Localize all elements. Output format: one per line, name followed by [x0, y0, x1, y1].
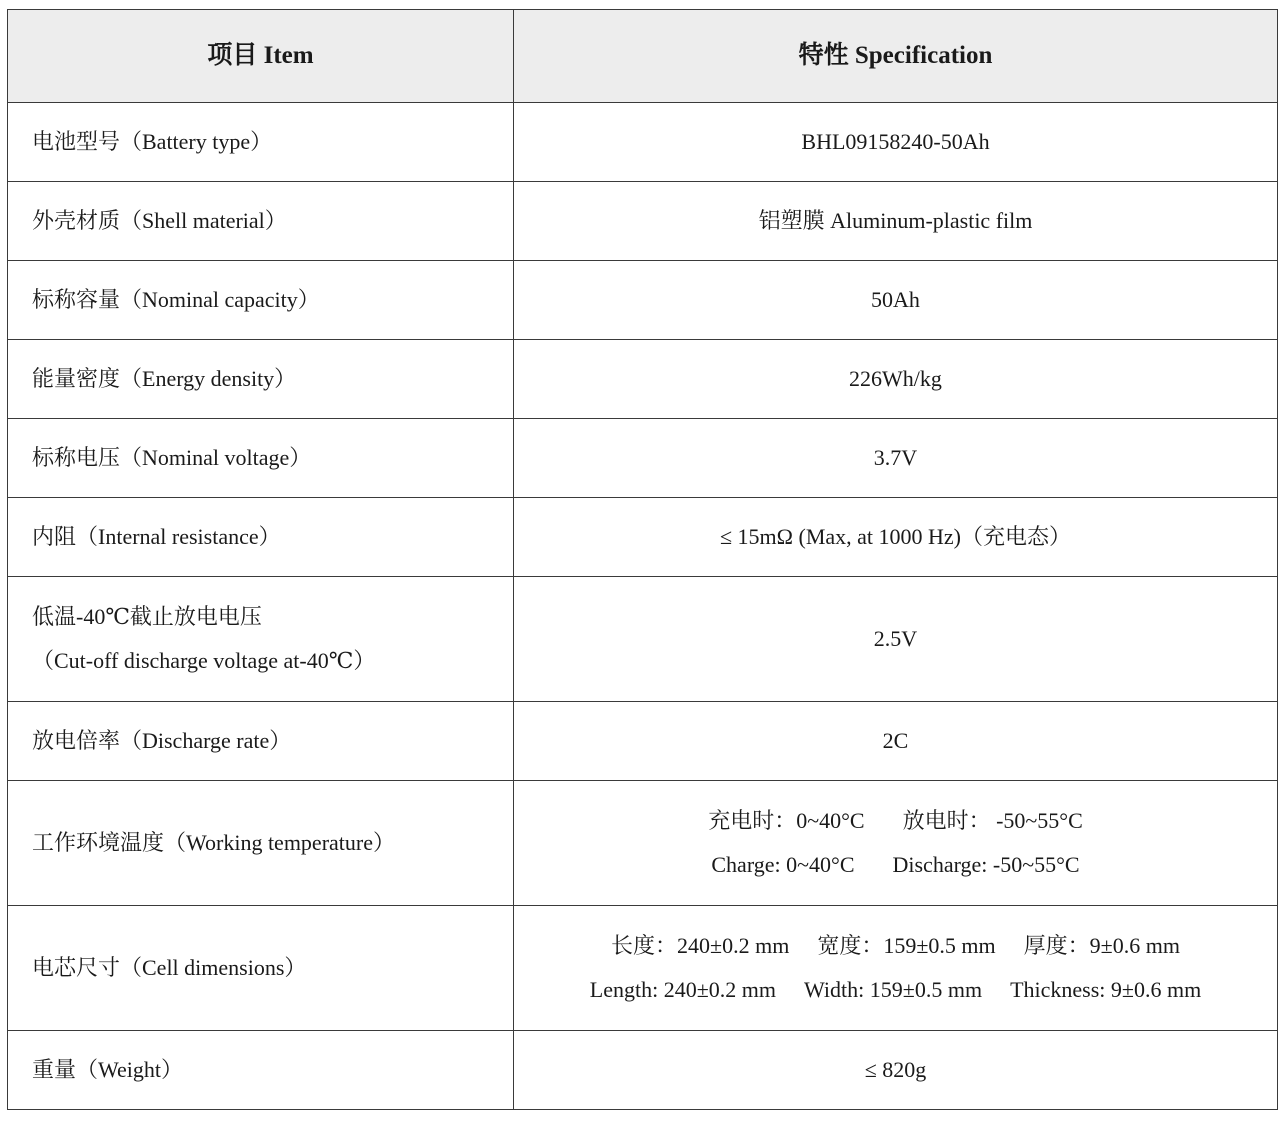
- table-row: [8, 182, 1278, 261]
- spec-line-cn: [514, 799, 1277, 843]
- row-spec: [514, 906, 1278, 1031]
- spec-width-cn: 宽度：159±0.5 mm: [817, 933, 996, 958]
- spec-line-en: [514, 968, 1277, 1012]
- table-row: [8, 1031, 1278, 1110]
- spec-length-en: Length: 240±0.2 mm: [589, 977, 777, 1002]
- table-row: [8, 702, 1278, 781]
- row-spec: 226Wh/kg: [514, 340, 1278, 419]
- row-spec: ≤ 15mΩ (Max, at 1000 Hz)（充电态）: [514, 498, 1278, 577]
- row-spec: [514, 781, 1278, 906]
- row-item: 标称容量（Nominal capacity）: [8, 261, 514, 340]
- table-row: [8, 103, 1278, 182]
- row-item: [8, 577, 514, 702]
- row-item: 电芯尺寸（Cell dimensions）: [8, 906, 514, 1031]
- row-item: 重量（Weight）: [8, 1031, 514, 1110]
- spec-line-cn: [514, 924, 1277, 968]
- table-row: [8, 340, 1278, 419]
- table-header-row: [8, 10, 1278, 103]
- row-spec: 3.7V: [514, 419, 1278, 498]
- header-item: 项目 Item: [8, 10, 514, 103]
- spec-width-en: Width: 159±0.5 mm: [804, 977, 983, 1002]
- spec-length-cn: 长度：240±0.2 mm: [611, 933, 790, 958]
- table-row: [8, 419, 1278, 498]
- spec-table: [7, 9, 1278, 1110]
- row-spec: BHL09158240-50Ah: [514, 103, 1278, 182]
- row-spec: 50Ah: [514, 261, 1278, 340]
- spec-charge-cn: 充电时：0~40°C: [708, 808, 865, 833]
- row-spec: 铝塑膜 Aluminum-plastic film: [514, 182, 1278, 261]
- table-row: [8, 261, 1278, 340]
- row-spec: ≤ 820g: [514, 1031, 1278, 1110]
- spec-discharge-cn: 放电时： -50~55°C: [902, 808, 1083, 833]
- row-item: 外壳材质（Shell material）: [8, 182, 514, 261]
- row-spec: 2.5V: [514, 577, 1278, 702]
- spec-discharge-en: Discharge: -50~55°C: [892, 852, 1080, 877]
- table-row: [8, 577, 1278, 702]
- row-item: 能量密度（Energy density）: [8, 340, 514, 419]
- row-item: 标称电压（Nominal voltage）: [8, 419, 514, 498]
- row-item: 电池型号（Battery type）: [8, 103, 514, 182]
- table-row: [8, 498, 1278, 577]
- spec-thickness-en: Thickness: 9±0.6 mm: [1010, 977, 1202, 1002]
- spec-charge-en: Charge: 0~40°C: [711, 852, 855, 877]
- row-item-line2: （Cut-off discharge voltage at-40℃）: [32, 648, 376, 673]
- row-spec: 2C: [514, 702, 1278, 781]
- row-item: 内阻（Internal resistance）: [8, 498, 514, 577]
- table-row: [8, 781, 1278, 906]
- row-item-line1: 低温-40℃截止放电电压: [32, 604, 262, 629]
- spec-thickness-cn: 厚度：9±0.6 mm: [1023, 933, 1180, 958]
- row-item: 放电倍率（Discharge rate）: [8, 702, 514, 781]
- spec-line-en: [514, 843, 1277, 887]
- table-row: [8, 906, 1278, 1031]
- header-spec: 特性 Specification: [514, 10, 1278, 103]
- row-item: 工作环境温度（Working temperature）: [8, 781, 514, 906]
